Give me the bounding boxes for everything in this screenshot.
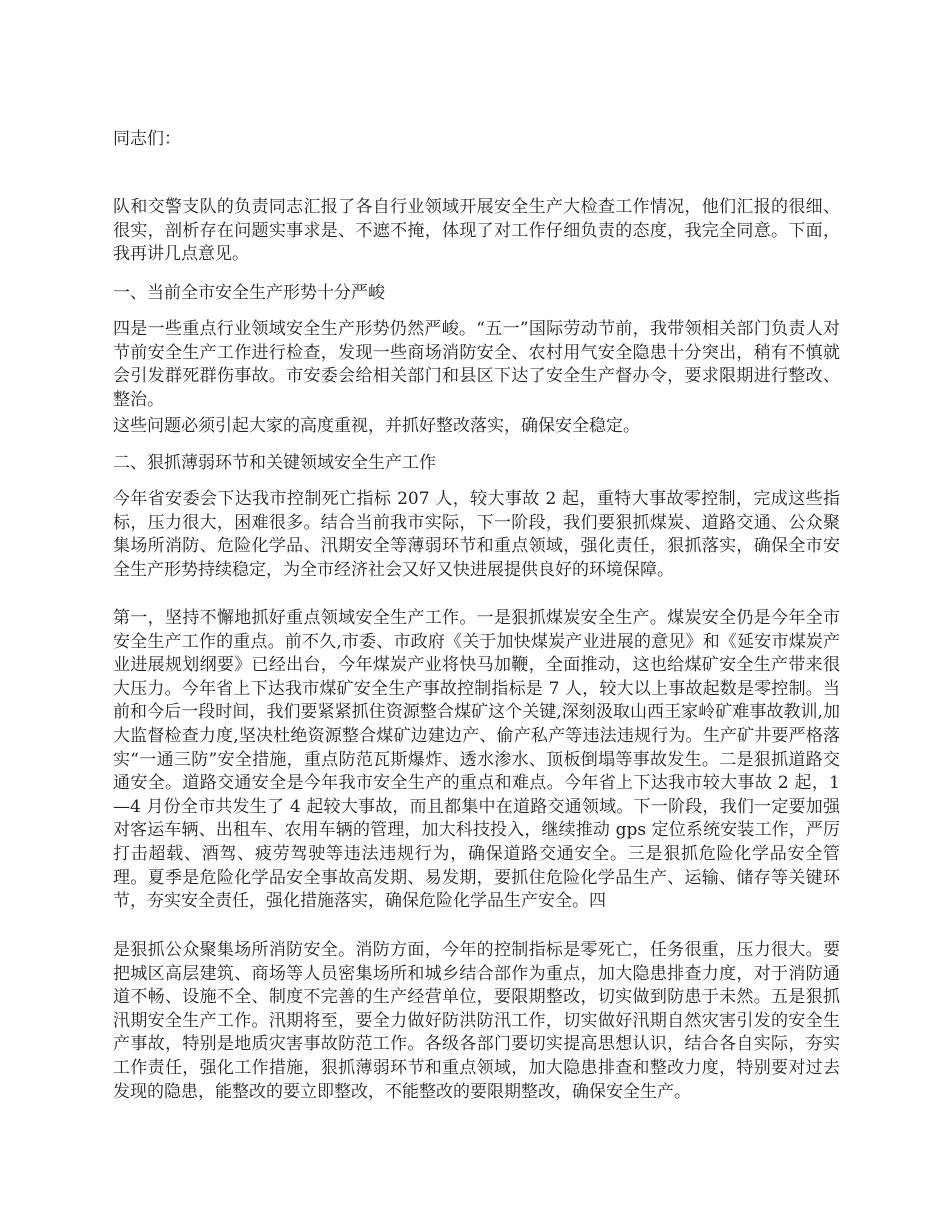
section-heading-2: 二、狠抓薄弱环节和关键领域安全生产工作 <box>113 453 436 473</box>
paragraph-key-areas: 第一，坚持不懈地抓好重点领域安全生产工作。一是狠抓煤炭安全生产。煤炭安全仍是今年全市安全生产工作的重点。前不久,市委、市政府《关于加快煤炭产业进展的意见》和《延安市煤炭产业进展规划纲要》已经出台，今年煤炭产业将快马加鞭，全面推动，这也给煤矿安全生产带来很大压力。今年省上下达我市煤矿安全生产事故控制指标是 7 人，较大以上事故起数是零控制。当前和今后一段时间，我们要紧紧抓住资源整合煤矿这个关键,深刻汲取山西王家岭矿难事故教训,加大监督检查力度,坚决杜绝资源整合煤矿边建边产、偷产私产等违法违规行为。生产矿井要严格落实“一通三防”安全措施，重点防范瓦斯爆炸、透水渗水、顶板倒塌等事故发生。二是狠抓道路交通安全。道路交通安全是今年我市安全生产的重点和难点。今年省上下达我市较大事故 2 起，1—4 月份全市共发生了 4 起较大事故，而且都集中在道路交通领域。下一阶段，我们一定要加强对客运车辆、出租车、农用车辆的管理，加大科技投入，继续推动 gps 定位系统安装工作，严厉打击超载、酒驾、疲劳驾驶等违法违规行为，确保道路交通安全。三是狠抓危险化学品安全管理。夏季是危险化学品安全事故高发期、易发期，要抓住危险化学品生产、运输、储存等关键环节，夯实安全责任，强化措施落实，确保危险化学品生产安全。四 <box>113 608 840 912</box>
section-heading-1: 一、当前全市安全生产形势十分严峻 <box>113 283 385 303</box>
paragraph-attention: 这些问题必须引起大家的高度重视，并抓好整改落实，确保安全稳定。 <box>113 416 640 436</box>
paragraph-targets: 今年省安委会下达我市控制死亡指标 207 人，较大事故 2 起，重特大事故零控制，完成这些指标，压力很大，困难很多。结合当前我市实际，下一阶段，我们要狠抓煤炭、道路交通、公众聚集场所消防、危险化学品、汛期安全等薄弱环节和重点领域，强化责任，狠抓落实，确保全市安全生产形势持续稳定，为全市经济社会又好又快进展提供良好的环境保障。 <box>113 489 840 580</box>
paragraph-fire-flood: 是狠抓公众聚集场所消防安全。消防方面，今年的控制指标是零死亡，任务很重，压力很大。要把城区高层建筑、商场等人员密集场所和城乡结合部作为重点，加大隐患排查力度，对于消防通道不畅、设施不全、制度不完善的生产经营单位，要限期整改，切实做到防患于未然。五是狠抓汛期安全生产工作。汛期将至，要全力做好防洪防汛工作，切实做好汛期自然灾害引发的安全生产事故，特别是地质灾害事故防范工作。各级各部门要切实提高思想认识，结合各自实际，夯实工作责任，强化工作措施，狠抓薄弱环节和重点领域，加大隐患排查和整改力度，特别要对过去发现的隐患，能整改的要立即整改，不能整改的要限期整改，确保安全生产。 <box>113 940 840 1102</box>
paragraph-key-industries: 四是一些重点行业领域安全生产形势仍然严峻。“五一”国际劳动节前，我带领相关部门负责人对节前安全生产工作进行检查，发现一些商场消防安全、农村用气安全隐患十分突出，稍有不慎就会引发群死群伤事故。市安委会给相关部门和县区下达了安全生产督办令，要求限期进行整改、整治。 <box>113 319 840 410</box>
salutation: 同志们： <box>113 129 181 149</box>
paragraph-briefing-response: 队和交警支队的负责同志汇报了各自行业领域开展安全生产大检查工作情况，他们汇报的很细、很实，剖析存在问题实事求是、不遮不掩，体现了对工作仔细负责的态度，我完全同意。下面，我再讲几点意见。 <box>113 197 840 265</box>
